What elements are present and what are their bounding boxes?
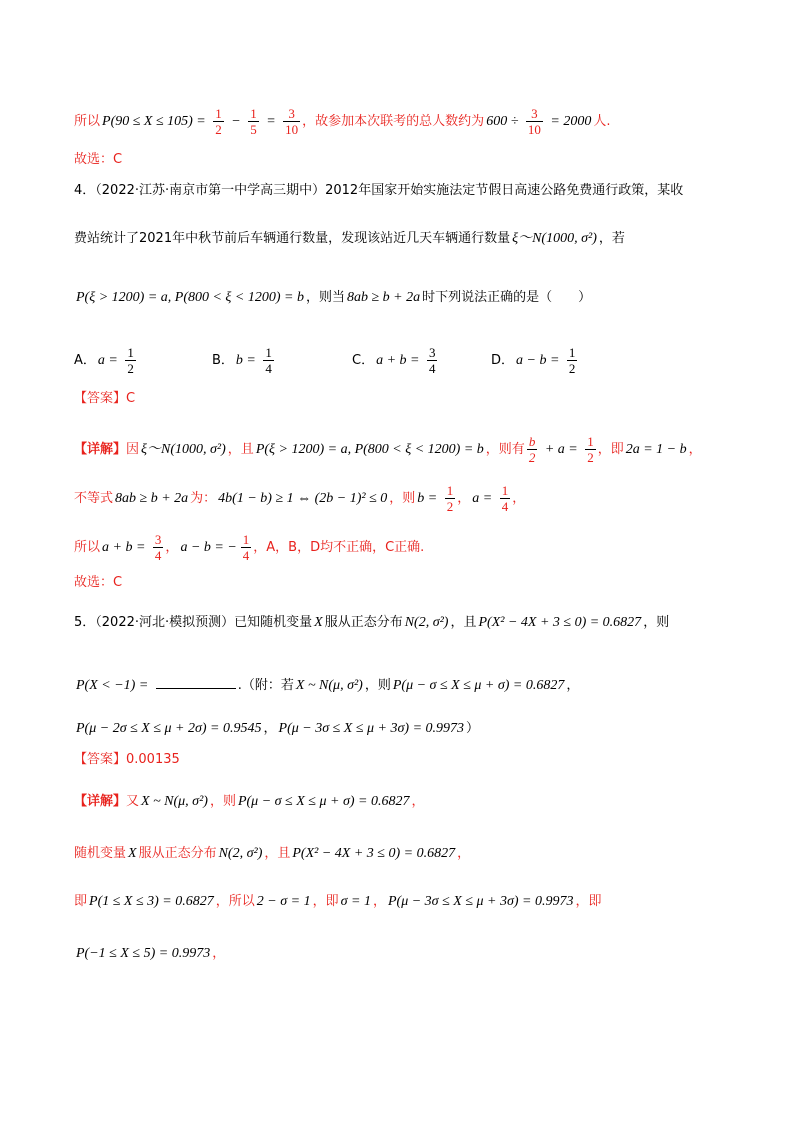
fraction: $\frac{3}{10}$ <box>527 106 541 137</box>
result-expr: = 2000 <box>546 114 592 129</box>
q4-option-c: C． a + b = $\frac{3}{4}$ <box>352 345 436 376</box>
q5-detail-line-4: P(−1 ≤ X ≤ 5) = 0.9973 ， <box>76 946 226 961</box>
q5-stem-line-2: P(X < −1) = .（附：若 X ~ N(μ, σ²) ，则 P(μ − σ ≤ X ≤ μ + σ) = 0.6827 ， <box>76 678 580 693</box>
q4-text: 费站统计了2021年中秋节前后车辆通行数量，发现该站近几天车辆通行数量 <box>74 231 511 246</box>
q4-detail-line-1: 【详解】因 ξ～N(1000, σ²) ，且 P(ξ > 1200) = a, P(800 < ξ < 1200) = b ，则有 $\frac{b}{2}$ + a = $\frac{1}{2}$ ，即 2a = 1 − b ， <box>74 434 702 465</box>
prev-solution-line <box>74 106 610 137</box>
fraction: $\frac{1}{5}$ <box>250 106 257 137</box>
q5-stem-line-3: P(μ − 2σ ≤ X ≤ μ + 2σ) = 0.9545 ， P(μ − 3σ ≤ X ≤ μ + 3σ) = 0.9973 ） <box>76 721 480 736</box>
q4-answer: 【答案】C <box>74 391 136 406</box>
q4-text: 时下列说法正确的是（ ） <box>422 290 592 305</box>
q4-text: ，若 <box>598 231 625 246</box>
minus-sign: − <box>227 114 245 129</box>
q4-option-a: A． a = $\frac{1}{2}$ <box>74 345 134 376</box>
q4-option-b: B． b = $\frac{1}{4}$ <box>212 345 272 376</box>
select-line-1: 故选：C <box>74 152 123 167</box>
q4-option-d: D． a − b = $\frac{1}{2}$ <box>491 345 576 376</box>
answer-blank <box>156 676 236 689</box>
q4-inequality: 8ab ≥ b + 2a <box>347 290 421 305</box>
text-people: 人. <box>593 114 611 129</box>
detail-tag: 【详解】 <box>74 794 127 809</box>
equals-sign: = <box>262 114 280 129</box>
text-total: ，故参加本次联考的总人数约为 <box>302 114 485 129</box>
q5-detail-line-2: 随机变量 X 服从正态分布 N(2, σ²) ，且 P(X² − 4X + 3 ≤ 0) = 0.6827 ， <box>74 846 471 861</box>
q4-detail-line-3: 所以 a + b = $\frac{3}{4}$ ， a − b = − $\frac{1}{4}$ ，A，B，D均不正确，C正确. <box>74 532 425 563</box>
q4-distribution: ξ～N(1000, σ²) <box>512 231 597 246</box>
fraction: $\frac{3}{10}$ <box>285 106 299 137</box>
detail-tag: 【详解】 <box>74 442 127 457</box>
q5-stem-line-1: 5．（2022·河北·模拟预测）已知随机变量 X 服从正态分布 N(2, σ²) ，且 P(X² − 4X + 3 ≤ 0) = 0.6827 ，则 <box>74 615 670 630</box>
select-line-2: 故选：C <box>74 575 123 590</box>
q5-detail-line-1: 【详解】又 X ~ N(μ, σ²) ，则 P(μ − σ ≤ X ≤ μ + σ) = 0.6827 ， <box>74 794 425 809</box>
division-expr: 600 ÷ <box>486 114 522 129</box>
q4-text: ，则当 <box>305 290 345 305</box>
fraction: $\frac{1}{2}$ <box>215 106 222 137</box>
text-so: 所以 <box>74 114 101 129</box>
q4-stem-line-3 <box>74 288 591 308</box>
prob-expr: P(90 ≤ X ≤ 105) = <box>102 114 210 129</box>
q5-answer: 【答案】0.00135 <box>74 752 180 767</box>
q5-detail-line-3: 即 P(1 ≤ X ≤ 3) = 0.6827 ，所以 2 − σ = 1 ，即 σ = 1 ， P(μ − 3σ ≤ X ≤ μ + 3σ) = 0.9973 ，即 <box>74 894 602 909</box>
q4-stem-line-2 <box>74 229 625 249</box>
q4-detail-line-2: 不等式 8ab ≥ b + 2a 为： 4b(1 − b) ≥ 1 ⇔ (2b − 1)² ≤ 0 ，则 b = $\frac{1}{2}$ ， a = $\frac{1}{4}$ ， <box>74 483 526 514</box>
q4-stem-line-1: 4．（2022·江苏·南京市第一中学高三期中）2012年国家开始实施法定节假日高速公路免费通行政策，某收 <box>74 183 684 198</box>
q4-condition: P(ξ > 1200) = a, P(800 < ξ < 1200) = b <box>76 290 304 305</box>
